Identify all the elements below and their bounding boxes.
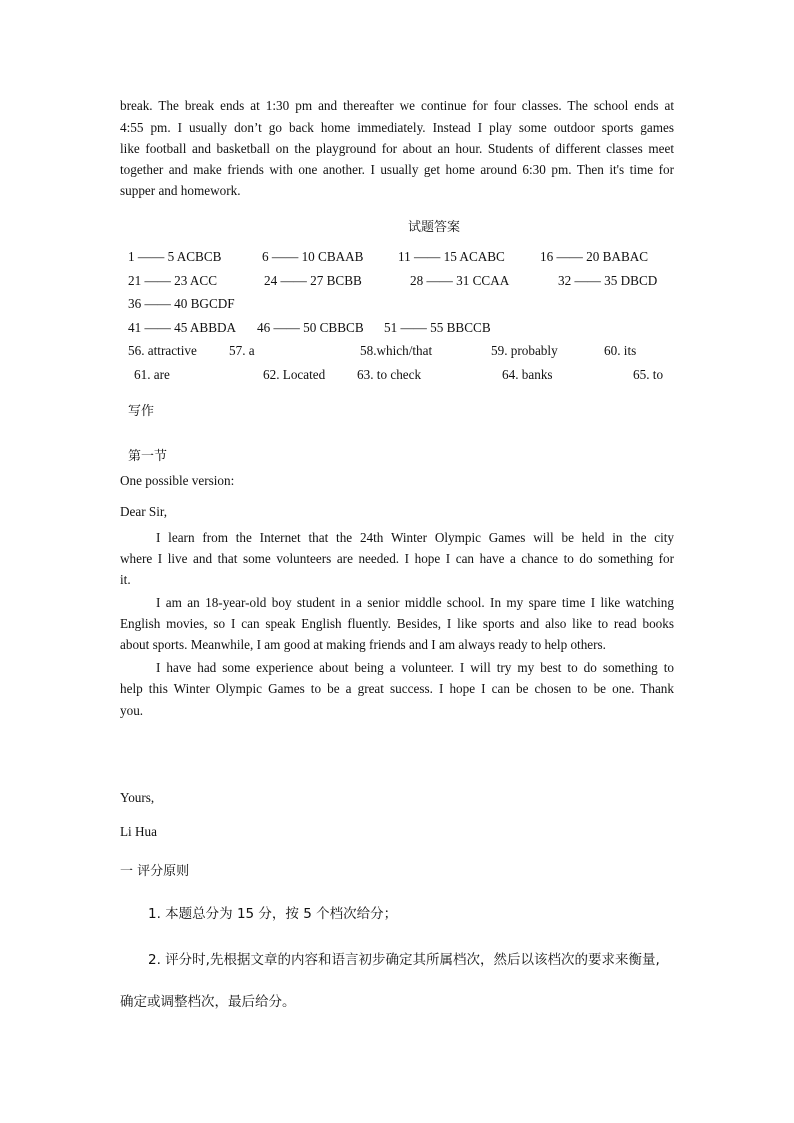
- answer-group: 61. are: [134, 367, 170, 382]
- text-line: supper and homework.: [120, 183, 241, 198]
- text-line: help this Winter Olympic Games to be a great success. I hope I can be chosen to be one. Thank: [120, 681, 674, 696]
- signature: Li Hua: [120, 824, 157, 839]
- text-line: I am an 18-year-old boy student in a senior middle school. In my spare time I like watching: [156, 595, 674, 610]
- answer-group: 24 —— 27 BCBB: [264, 273, 362, 288]
- scoring-item: 1. 本题总分为 15 分，按 5 个档次给分；: [148, 906, 398, 922]
- answer-group: 6 —— 10 CBAAB: [262, 249, 364, 264]
- text-line: 4:55 pm. I usually don’t go back home immediately. Instead I play some outdoor sports games: [120, 120, 674, 135]
- answer-group: 65. to: [633, 367, 664, 382]
- scoring-item: 2. 评分时,先根据文章的内容和语言初步确定其所属档次，然后以该档次的要求来衡量,: [148, 952, 660, 968]
- answer-group: 46 —— 50 CBBCB: [257, 320, 364, 335]
- answer-group: 36 —— 40 BGCDF: [128, 296, 235, 311]
- closing: Yours,: [120, 790, 155, 805]
- scoring-title: 一 评分原则: [120, 864, 190, 879]
- answer-group: 60. its: [604, 343, 637, 358]
- salutation: Dear Sir,: [120, 504, 168, 519]
- text-line: together and make friends with one another. I usually get home around 6:30 pm. Then it's time for: [120, 162, 674, 177]
- answer-group: 62. Located: [263, 367, 326, 382]
- answer-group: 59. probably: [491, 343, 558, 358]
- text-line: where I live and that some volunteers are needed. I hope I can have a chance to do something for: [120, 551, 674, 566]
- text-line: it.: [120, 572, 131, 587]
- answer-group: 51 —— 55 BBCCB: [384, 320, 491, 335]
- text-line: you.: [120, 703, 144, 718]
- answer-group: 21 —— 23 ACC: [128, 273, 218, 288]
- answer-group: 63. to check: [357, 367, 422, 382]
- answer-group: 32 —— 35 DBCD: [558, 273, 658, 288]
- text-line: English movies, so I can speak English fluently. Besides, I like sports and also like to read books: [120, 616, 674, 631]
- text-line: break. The break ends at 1:30 pm and thereafter we continue for four classes. The school ends at: [120, 98, 674, 113]
- text-line: I have had some experience about being a volunteer. I will try my best to do something to: [156, 660, 674, 675]
- answers-title: 试题答案: [408, 220, 461, 235]
- answer-group: 28 —— 31 CCAA: [410, 273, 510, 288]
- answer-group: 57. a: [229, 343, 255, 358]
- answer-group: 56. attractive: [128, 343, 197, 358]
- version-label: One possible version:: [120, 473, 235, 488]
- answer-group: 58.which/that: [360, 343, 433, 358]
- answer-group: 16 —— 20 BABAC: [540, 249, 649, 264]
- scoring-item: 确定或调整档次，最后给分。: [120, 994, 296, 1010]
- answer-group: 64. banks: [502, 367, 553, 382]
- section-heading: 第一节: [128, 449, 168, 464]
- text-line: about sports. Meanwhile, I am good at making friends and I am always ready to help others.: [120, 637, 606, 652]
- writing-heading: 写作: [128, 404, 155, 419]
- answer-group: 1 —— 5 ACBCB: [128, 249, 222, 264]
- answer-group: 41 —— 45 ABBDA: [128, 320, 237, 335]
- text-line: like football and basketball on the playground for about an hour. Students of different classes meet: [120, 141, 674, 156]
- answer-group: 11 —— 15 ACABC: [398, 249, 505, 264]
- text-line: I learn from the Internet that the 24th Winter Olympic Games will be held in the city: [156, 530, 674, 545]
